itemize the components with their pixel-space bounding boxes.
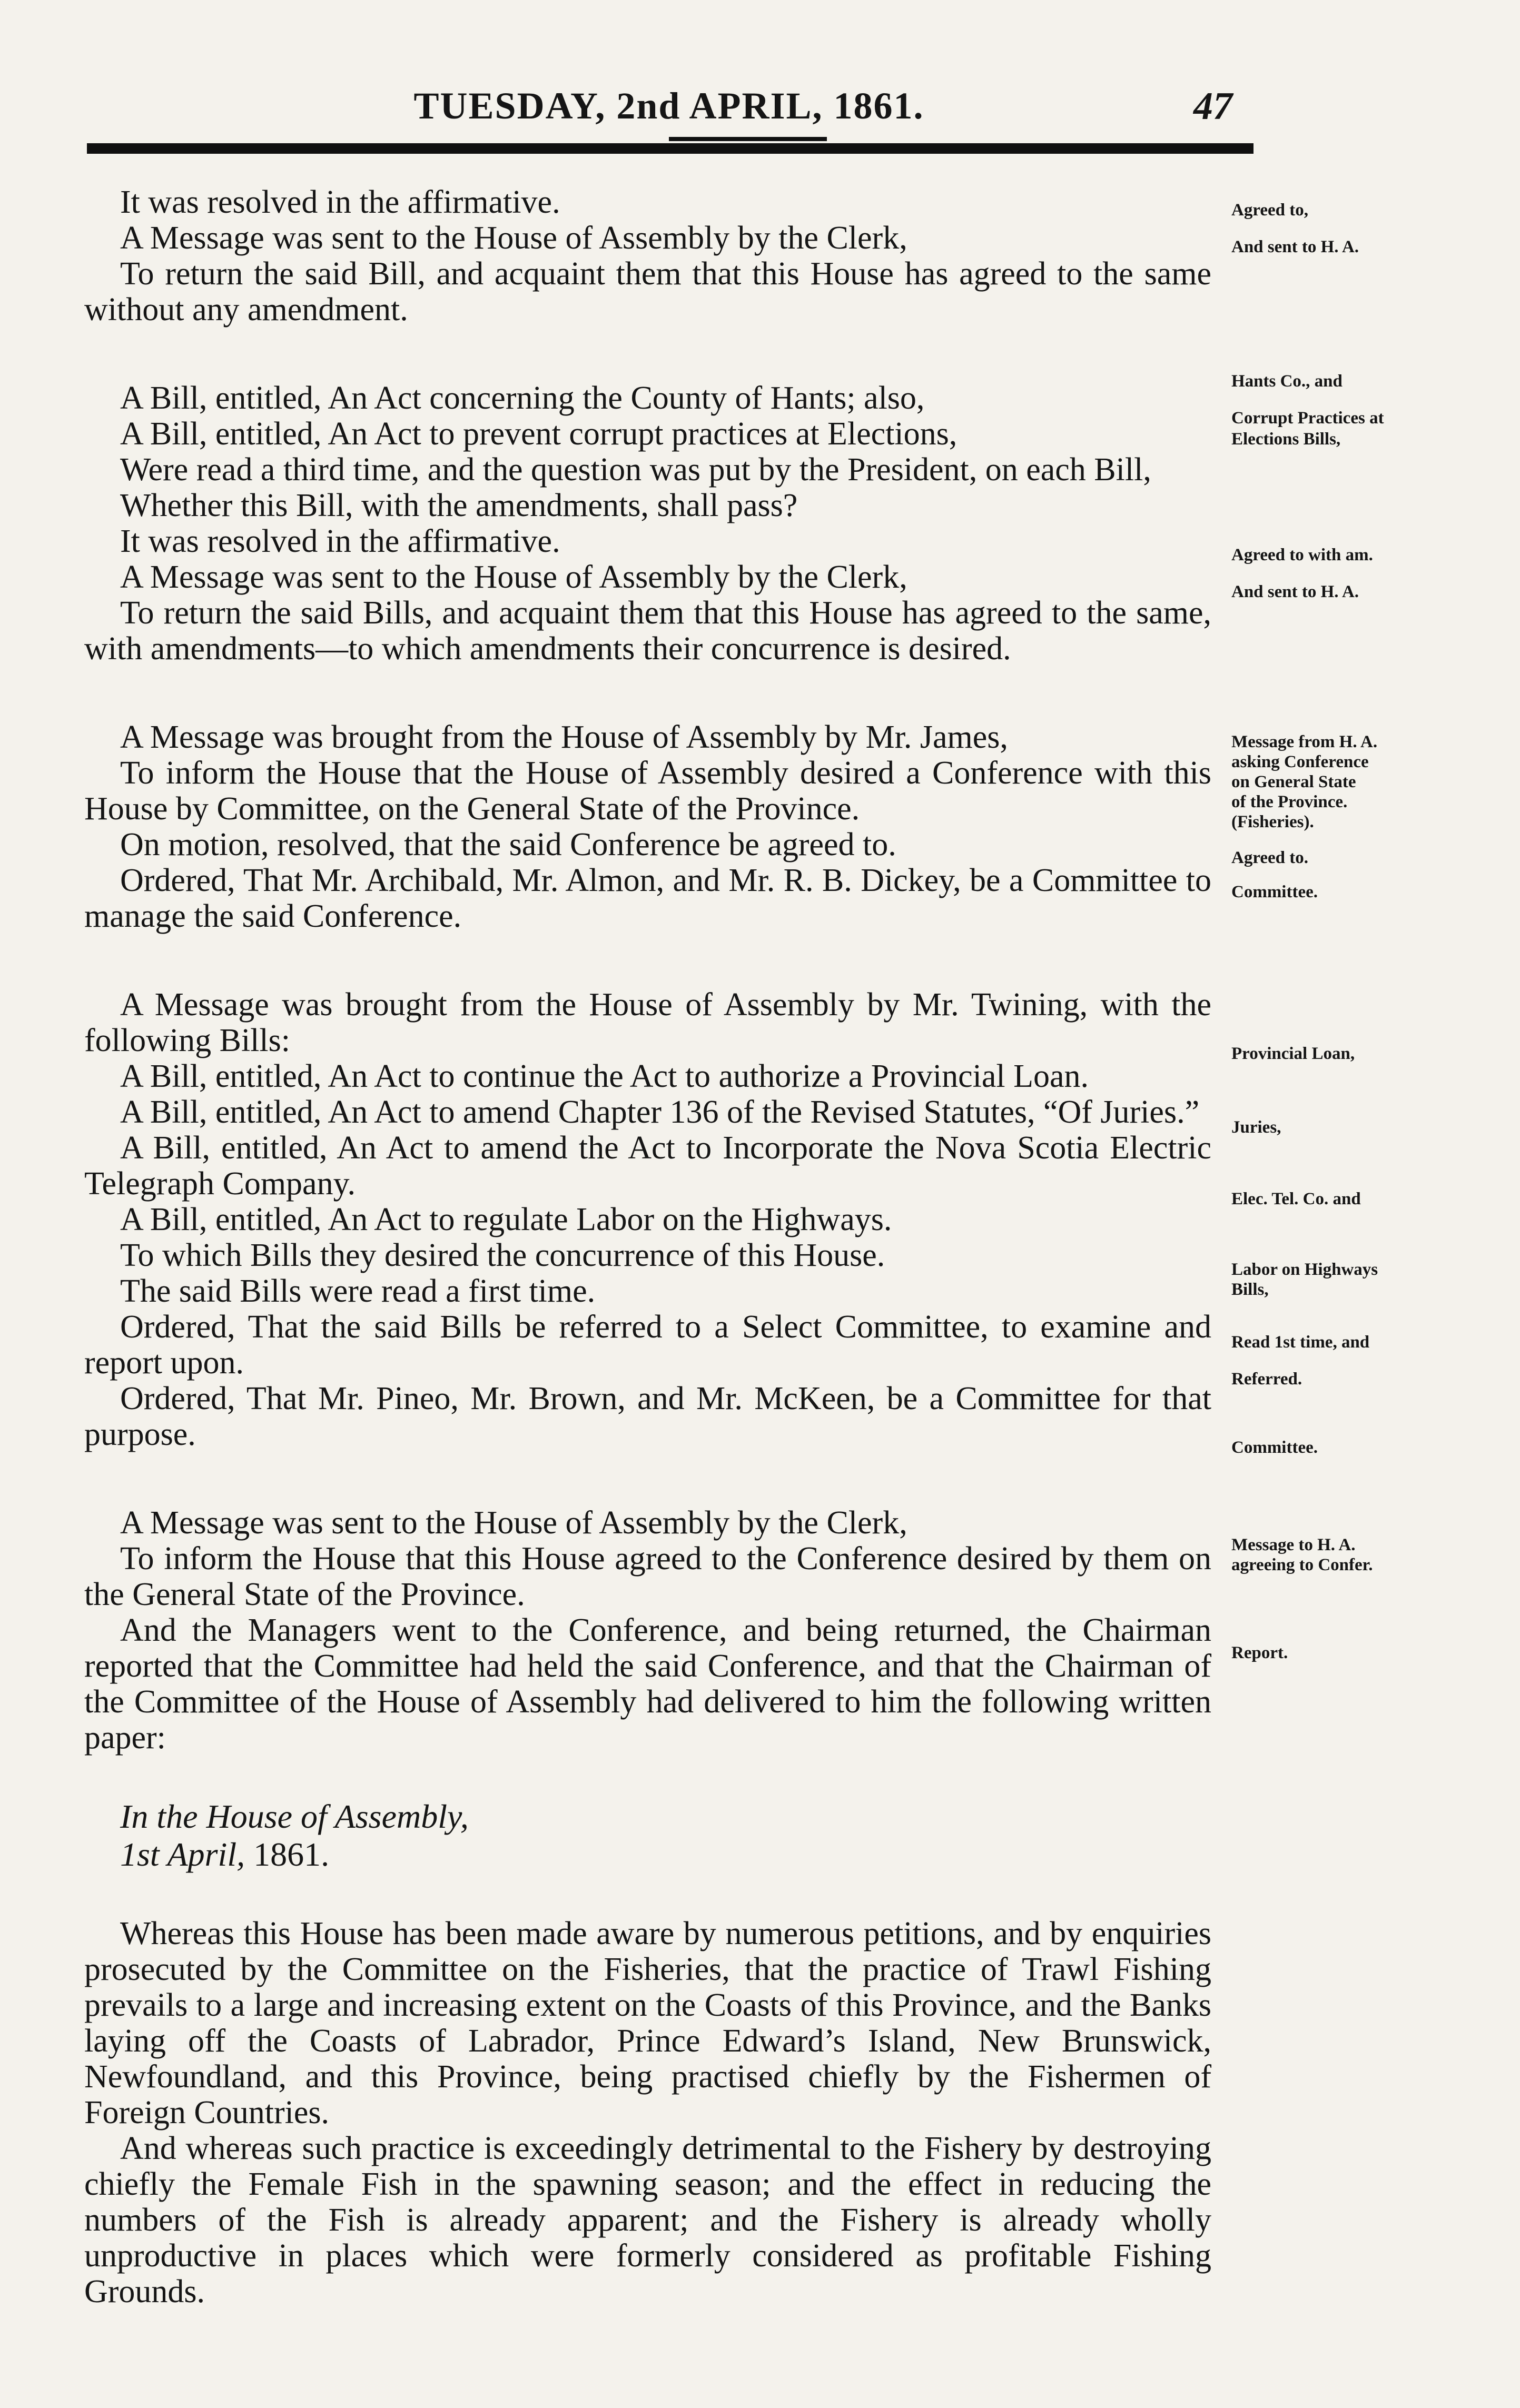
paragraph: A Bill, entitled, An Act to amend the Act to Incorporate the Nova Scotia Electric Telegraph Company. xyxy=(84,1130,1211,1202)
margin-note: on General State xyxy=(1231,772,1356,791)
paragraph: The said Bills were read a first time. xyxy=(120,1273,596,1309)
margin-note: Juries, xyxy=(1231,1118,1281,1137)
paragraph: A Bill, entitled, An Act to amend Chapter 136 of the Revised Statutes, “Of Juries.” xyxy=(120,1094,1200,1130)
page-number: 47 xyxy=(1193,85,1232,128)
paragraph: A Message was brought from the House of Assembly by Mr. Twining, with the following Bills: xyxy=(84,987,1211,1058)
margin-note: And sent to H. A. xyxy=(1231,582,1359,601)
margin-note: of the Province. xyxy=(1231,792,1348,811)
paragraph: Were read a third time, and the question was put by the President, on each Bill, xyxy=(120,452,1151,488)
margin-note: Agreed to. xyxy=(1231,848,1309,867)
paragraph: A Bill, entitled, An Act to regulate Labor on the Highways. xyxy=(120,1202,892,1237)
signature-date xyxy=(84,1836,1211,1874)
paragraph: A Message was sent to the House of Assembly by the Clerk, xyxy=(120,1505,907,1541)
paragraph: Whether this Bill, with the amendments, shall pass? xyxy=(120,488,798,523)
margin-note: Elec. Tel. Co. and xyxy=(1231,1190,1361,1208)
margin-note: Message to H. A. xyxy=(1231,1535,1356,1554)
margin-note: Bills, xyxy=(1231,1280,1269,1299)
margin-note: Read 1st time, and xyxy=(1231,1333,1370,1352)
margin-note: And sent to H. A. xyxy=(1231,237,1359,256)
margin-note: asking Conference xyxy=(1231,752,1369,771)
paragraph: To return the said Bills, and acquaint them that this House has agreed to the same, with amendments—to which amendments their concurrence is desired. xyxy=(84,595,1211,667)
margin-note: Corrupt Practices at xyxy=(1231,409,1384,428)
paragraph: Ordered, That the said Bills be referred to a Select Committee, to examine and report upon. xyxy=(84,1309,1211,1381)
paragraph: Whereas this House has been made aware by numerous petitions, and by enquiries prosecuted by the Committee on the Fisheries, that the practice of Trawl Fishing prevails to a large and increasing extent on the Coasts of this Province, and the Banks laying off the Coasts of Labrador, Prince Edward’s Island, New Brunswick, Newfoundland, and this Province, being practised chiefly by the Fishermen of Foreign Countries. xyxy=(84,1916,1211,2130)
paragraph: A Message was brought from the House of Assembly by Mr. James, xyxy=(120,719,1008,755)
signature-year: 1861. xyxy=(253,1836,330,1873)
paragraph: And the Managers went to the Conference, and being returned, the Chairman reported that the Committee had held the said Conference, and that the Chairman of the Committee of the House of Assembly had delivered to him the following written paper: xyxy=(84,1612,1211,1756)
paragraph: On motion, resolved, that the said Conference be agreed to. xyxy=(120,827,896,863)
margin-note: Message from H. A. xyxy=(1231,732,1378,751)
page-title: TUESDAY, 2nd APRIL, 1861. xyxy=(413,85,924,127)
margin-note: Referred. xyxy=(1231,1370,1302,1389)
signature-date-text: 1st April, xyxy=(120,1836,245,1873)
paragraph: A Message was sent to the House of Assembly by the Clerk, xyxy=(120,220,907,256)
paragraph: A Bill, entitled, An Act to continue the Act to authorize a Provincial Loan. xyxy=(120,1058,1089,1094)
margin-note: agreeing to Confer. xyxy=(1231,1555,1373,1574)
margin-note: Committee. xyxy=(1231,1438,1318,1457)
margin-note: Committee. xyxy=(1231,883,1318,901)
paragraph: A Bill, entitled, An Act concerning the County of Hants; also, xyxy=(120,380,925,416)
margin-note: Provincial Loan, xyxy=(1231,1044,1355,1063)
header-rule xyxy=(87,143,1253,154)
margin-note: Report. xyxy=(1231,1643,1288,1662)
paragraph: It was resolved in the affirmative. xyxy=(120,184,560,220)
margin-note: Hants Co., and xyxy=(1231,372,1343,391)
paragraph: Ordered, That Mr. Pineo, Mr. Brown, and Mr. McKeen, be a Committee for that purpose. xyxy=(84,1381,1211,1452)
paragraph: And whereas such practice is exceedingly detrimental to the Fishery by destroying chiefly the Female Fish in the spawning season; and the effect in reducing the numbers of the Fish is already apparent; and the Fishery is already wholly unproductive in places which were formerly considered as profitable Fishing Grounds. xyxy=(84,2130,1211,2310)
paragraph: To which Bills they desired the concurrence of this House. xyxy=(120,1237,885,1273)
journal-body xyxy=(84,184,1211,2310)
page-header xyxy=(84,79,1253,132)
margin-note: (Fisheries). xyxy=(1231,812,1314,831)
margin-note: Elections Bills, xyxy=(1231,430,1341,449)
margin-note: Agreed to, xyxy=(1231,201,1309,220)
paragraph: To inform the House that the House of Assembly desired a Conference with this House by Committee, on the General State of the Province. xyxy=(84,755,1211,827)
paragraph: It was resolved in the affirmative. xyxy=(120,523,560,559)
paragraph: Ordered, That Mr. Archibald, Mr. Almon, and Mr. R. B. Dickey, be a Committee to manage the said Conference. xyxy=(84,863,1211,934)
header-rule-accent xyxy=(669,137,827,141)
signature-place: In the House of Assembly, xyxy=(120,1798,469,1835)
paragraph: A Message was sent to the House of Assembly by the Clerk, xyxy=(120,559,907,595)
margin-note: Agreed to with am. xyxy=(1231,546,1373,564)
paragraph: A Bill, entitled, An Act to prevent corrupt practices at Elections, xyxy=(120,416,958,452)
paragraph: To return the said Bill, and acquaint them that this House has agreed to the same without any amendment. xyxy=(84,256,1211,328)
paragraph: To inform the House that this House agreed to the Conference desired by them on the General State of the Province. xyxy=(84,1541,1211,1612)
margin-note: Labor on Highways xyxy=(1231,1260,1378,1279)
